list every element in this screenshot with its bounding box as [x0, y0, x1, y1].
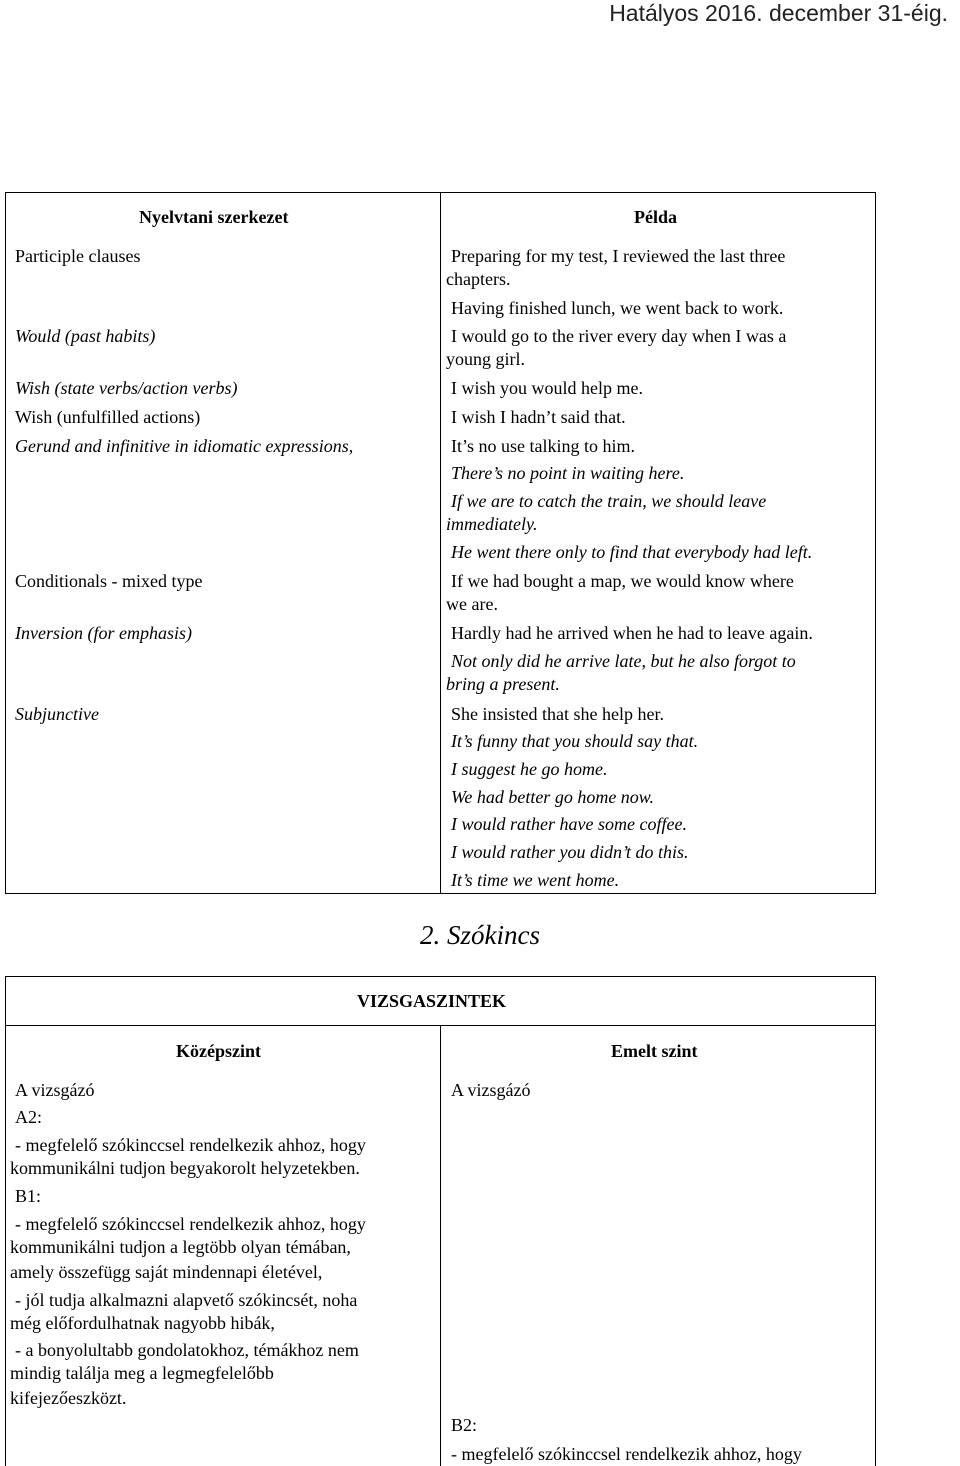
mid-line-a-vizsgazo: A vizsgázó [15, 1080, 95, 1100]
example-wish-state: I wish you would help me. [451, 378, 643, 398]
adv-line-b2-desc-1: - megfelelő szókinccsel rendelkezik ahhoz, hogy [451, 1444, 802, 1464]
example-participle-1-line-2: chapters. [446, 269, 511, 289]
exam-table-border-left [5, 976, 6, 1466]
grammar-header-example: Példa [634, 207, 677, 227]
example-gerund-2: There’s no point in waiting here. [451, 463, 685, 483]
mid-line-b1-desc-8: kifejezőeszközt. [10, 1388, 127, 1408]
grammar-table-divider [440, 192, 441, 894]
example-inversion-2-line-2: bring a present. [446, 674, 560, 694]
mid-line-b1-desc-3: amely összefügg saját mindennapi életével, [10, 1262, 323, 1282]
mid-line-b1-desc-6: - a bonyolultabb gondolatokhoz, témákhoz nem [15, 1340, 359, 1360]
grammar-table-border-left [5, 192, 6, 894]
adv-line-b2: B2: [451, 1415, 478, 1435]
structure-gerund-infinitive: Gerund and infinitive in idiomatic expressions, [15, 436, 354, 456]
example-subjunctive-1: She insisted that she help her. [451, 704, 664, 724]
example-inversion-2-line-1: Not only did he arrive late, but he also forgot to [451, 651, 796, 671]
example-subjunctive-5: I would rather have some coffee. [451, 814, 687, 834]
structure-subjunctive: Subjunctive [15, 704, 99, 724]
exam-table-border-top [5, 976, 876, 977]
mid-line-b1-desc-7: mindig találja meg a legmegfelelőbb [10, 1363, 274, 1383]
example-gerund-3-line-1: If we are to catch the train, we should leave [451, 491, 767, 511]
adv-line-a-vizsgazo: A vizsgázó [451, 1080, 531, 1100]
structure-wish-unfulfilled: Wish (unfulfilled actions) [15, 407, 201, 427]
mid-line-a2-desc-2: kommunikálni tudjon begyakorolt helyzetekben. [10, 1158, 360, 1178]
example-inversion-1: Hardly had he arrived when he had to leave again. [451, 623, 813, 643]
page-header-note: Hatályos 2016. december 31-éig. [609, 0, 948, 26]
exam-col-adv-header: Emelt szint [611, 1041, 698, 1061]
mid-line-b1-desc-4: - jól tudja alkalmazni alapvető szókincsét, noha [15, 1290, 358, 1310]
grammar-header-structure: Nyelvtani szerkezet [139, 207, 289, 227]
structure-wish-state-verbs: Wish (state verbs/action verbs) [15, 378, 238, 398]
example-wish-unfulfilled: I wish I hadn’t said that. [451, 407, 626, 427]
example-subjunctive-6: I would rather you didn’t do this. [451, 842, 689, 862]
mid-line-a2-desc-1: - megfelelő szókinccsel rendelkezik ahhoz, hogy [15, 1135, 366, 1155]
mid-line-a2: A2: [15, 1107, 42, 1127]
example-subjunctive-3: I suggest he go home. [451, 759, 608, 779]
structure-conditionals-mixed: Conditionals - mixed type [15, 571, 203, 591]
exam-table-title: VIZSGASZINTEK [357, 991, 507, 1011]
structure-participle-clauses: Participle clauses [15, 246, 141, 266]
example-gerund-1: It’s no use talking to him. [451, 436, 635, 456]
example-gerund-3-line-2: immediately. [446, 514, 538, 534]
example-would-line-1: I would go to the river every day when I was a [451, 326, 787, 346]
mid-line-b1: B1: [15, 1186, 42, 1206]
example-conditionals-line-1: If we had bought a map, we would know where [451, 571, 794, 591]
exam-col-mid-header: Középszint [176, 1041, 261, 1061]
example-participle-1-line-1: Preparing for my test, I reviewed the last three [451, 246, 786, 266]
example-subjunctive-2: It’s funny that you should say that. [451, 731, 699, 751]
example-gerund-4: He went there only to find that everybody had left. [451, 542, 813, 562]
grammar-table-border-right [875, 192, 876, 894]
exam-table-border-right [875, 976, 876, 1466]
example-would-line-2: young girl. [446, 349, 525, 369]
mid-line-b1-desc-2: kommunikálni tudjon a legtöbb olyan témában, [10, 1237, 351, 1257]
structure-inversion: Inversion (for emphasis) [15, 623, 192, 643]
example-participle-2: Having finished lunch, we went back to work. [451, 298, 784, 318]
example-subjunctive-4: We had better go home now. [451, 787, 654, 807]
example-conditionals-line-2: we are. [446, 594, 498, 614]
mid-line-b1-desc-5: még előfordulhatnak nagyobb hibák, [10, 1313, 275, 1333]
vocab-section-title: 2. Szókincs [420, 920, 540, 950]
example-subjunctive-7: It’s time we went home. [451, 870, 620, 890]
mid-line-b1-desc-1: - megfelelő szókinccsel rendelkezik ahhoz, hogy [15, 1214, 366, 1234]
structure-would-past-habits: Would (past habits) [15, 326, 156, 346]
exam-table-divider [440, 1025, 441, 1466]
